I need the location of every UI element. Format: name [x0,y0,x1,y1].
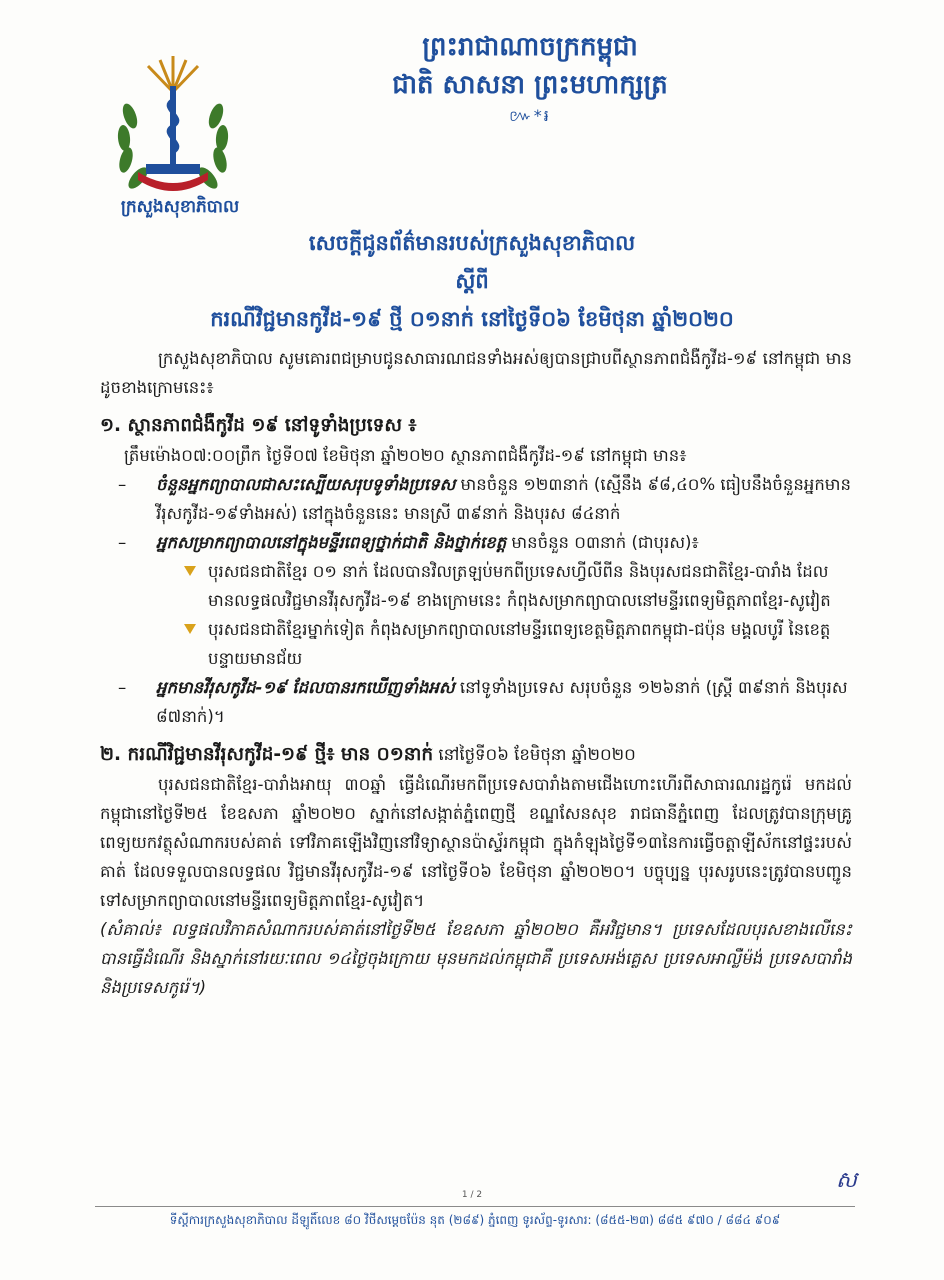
sub-item-text: បុរសជនជាតិខ្មែរ ០១ នាក់ ដែលបានវិលត្រឡប់មកពីប្រទេសហ្វីលីពីន និងបុរសជនជាតិខ្មែរ-បារាំង ដែលមានលទ្ធផលវិជ្ជមានវីរុសកូវីដ-១៩ ខាងក្រោមនេះ កំពុងសម្រាកព្យាបាលនៅមន្ទីរពេទ្យមិត្តភាពខ្មែរ-សូវៀត [208,562,831,610]
item-emphasis: អ្នកមានវីរុសកូវីដ-១៩ ដែលបានរកឃើញទាំងអស់ [156,678,455,697]
title-line1: សេចក្តីជូនព័ត៌មានរបស់ក្រសួងសុខាភិបាល [308,230,636,255]
dash-marker: – [118,678,127,697]
arrow-bullet-icon [184,624,196,634]
list-item [100,470,852,528]
section2-note: (សំគាល់៖ លទ្ធផលវិភាគសំណាករបស់គាត់នៅថ្ងៃទី២៥ ខែឧសភា ឆ្នាំ២០២០ គឺអវិជ្ជមាន។ ប្រទេសដែលបុរសខាងលើនេះ បានធ្វើដំណើរ និងស្នាក់នៅរយៈពេល ១៤ថ្ងៃចុងក្រោយ មុនមកដល់កម្ពុជាគឺ ប្រទេសអង់គ្លេស ប្រទេសអាល្លឺម៉ង់ ប្រទេសបារាំង និងប្រទេសកូរ៉េ។) [100,920,852,997]
ministry-emblem-icon [108,52,238,202]
section1-heading: ១. ស្ថានភាពជំងឺកូវីដ ១៩ នៅទូទាំងប្រទេស ៖ [100,415,417,436]
footer-address: ទីស្តីការក្រសួងសុខាភិបាល ដីឡូតិ៍លេខ ៨០ វិថីសម្តេចប៉ែន នុត (២៨៩) ភ្នំពេញ ទូរស័ព្ទ-ទូរសារ: (៨៥៥-២៣) ៨៨៥ ៩៧០ / ៨៨៤ ៩០៩ [169,1213,781,1227]
dash-marker: – [118,475,127,494]
list-item [100,673,852,731]
title-line3: ករណីវិជ្ជមានកូវីដ-១៩ ថ្មី ០១នាក់ នៅថ្ងៃទី០៦ ខែមិថុនា ឆ្នាំ២០២០ [210,306,734,331]
section2-heading-bold: ២. ករណីវិជ្ជមានវីរុសកូវីដ-១៩ ថ្មី៖ មាន ០១នាក់ [100,744,434,765]
item-text: មានចំនួន ០៣នាក់ (ជាបុរស)៖ [506,533,699,552]
arrow-bullet-icon [184,566,196,576]
document-body [100,344,852,1002]
page-number: 1 / 2 [461,1190,483,1200]
item-text: នៅទូទាំងប្រទេស សរុបចំនួន ១២៦នាក់ (ស្ត្រី ៣៩នាក់ និងបុរស ៨៧នាក់)។ [156,678,848,726]
dash-marker: – [118,533,127,552]
ministry-label: ក្រសួងសុខាភិបាល [120,197,240,217]
sub-item-text: បុរសជនជាតិខ្មែរម្នាក់ទៀត កំពុងសម្រាកព្យាបាលនៅមន្ទីរពេទ្យខេត្តមិត្តភាពកម្ពុជា-ជប៉ុន មង្គលបូរី នៃខេត្តបន្ទាយមានជ័យ [208,620,831,668]
document-title [150,224,794,338]
list-item [100,528,852,557]
section2-heading [100,739,852,770]
title-line2: ស្តីពី [455,268,489,293]
kingdom-header [380,28,680,128]
signature: ស [836,1168,857,1193]
section2-body: បុរសជនជាតិខ្មែរ-បារាំងអាយុ ៣០ឆ្នាំ ធ្វើដំណើរមកពីប្រទេសបារាំងតាមជើងហោះហើរពីសាធារណរដ្ឋកូរ៉េ មកដល់កម្ពុជានៅថ្ងៃទី២៥ ខែឧសភា ឆ្នាំ២០២០ ស្នាក់នៅសង្កាត់ភ្នំពេញថ្មី ខណ្ឌសែនសុខ រាជធានីភ្នំពេញ ដែលត្រូវបានក្រុមគ្រូពេទ្យយកវត្ថុសំណាករបស់គាត់ ទៅវិភាគឡើងវិញនៅវិទ្យាស្ថានប៉ាស្ទ័រកម្ពុជា ក្នុងកំឡុងថ្ងៃទី១៣នៃការធ្វើចត្តាឡីស័កនៅផ្ទះរបស់គាត់ ដែលទទួលបានលទ្ធផល វិជ្ជមានវីរុសកូវីដ-១៩ នៅថ្ងៃទី០៦ ខែមិថុនា ឆ្នាំ២០២០។ បច្ចុប្បន្ន បុរសរូបនេះត្រូវបានបញ្ជូនទៅសម្រាកព្យាបាលនៅមន្ទីរពេទ្យមិត្តភាពខ្មែរ-សូវៀត។ [100,775,852,910]
item-text: មានចំនួន ១២៣នាក់ (ស្មើនឹង ៩៨,៤០% ធៀបនឹងចំនួនអ្នកមានវីរុសកូវីដ-១៩ទាំងអស់) នៅក្នុងចំនួននេះ មានស្រី ៣៩នាក់ និងបុរស ៨៤នាក់ [156,475,851,523]
item-emphasis: អ្នកសម្រាកព្យាបាលនៅក្នុងមន្ទីរពេទ្យថ្នាក់ជាតិ និងថ្នាក់ខេត្ត [156,533,507,552]
section2-heading-tail: នៅថ្ងៃទី០៦ ខែមិថុនា ឆ្នាំ២០២០ [433,745,636,764]
item-emphasis: ចំនួនអ្នកព្យាបាលជាសះស្បើយសរុបទូទាំងប្រទេស [156,475,456,494]
sub-list-item [100,615,852,673]
kingdom-motto-line1: ព្រះរាជាណាចក្រកម្ពុជា [422,32,638,62]
sub-list-item [100,557,852,615]
kingdom-motto-line2: ជាតិ សាសនា ព្រះមហាក្សត្រ [392,70,668,100]
ornament: ៚*៛ [509,106,551,125]
section1-lead: ត្រឹមម៉ោង០៧:០០ព្រឹក ថ្ងៃទី០៧ ខែមិថុនា ឆ្នាំ២០២០ ស្ថានភាពជំងឺកូវីដ-១៩ នៅកម្ពុជា មាន៖ [124,446,687,465]
footer-divider [95,1206,855,1207]
intro-paragraph: ក្រសួងសុខាភិបាល សូមគោរពជម្រាបជូនសាធារណជនទាំងអស់ឲ្យបានជ្រាបពីស្ថានភាពជំងឺកូវីដ-១៩ នៅកម្ពុជា មានដូចខាងក្រោមនេះ៖ [100,349,852,397]
